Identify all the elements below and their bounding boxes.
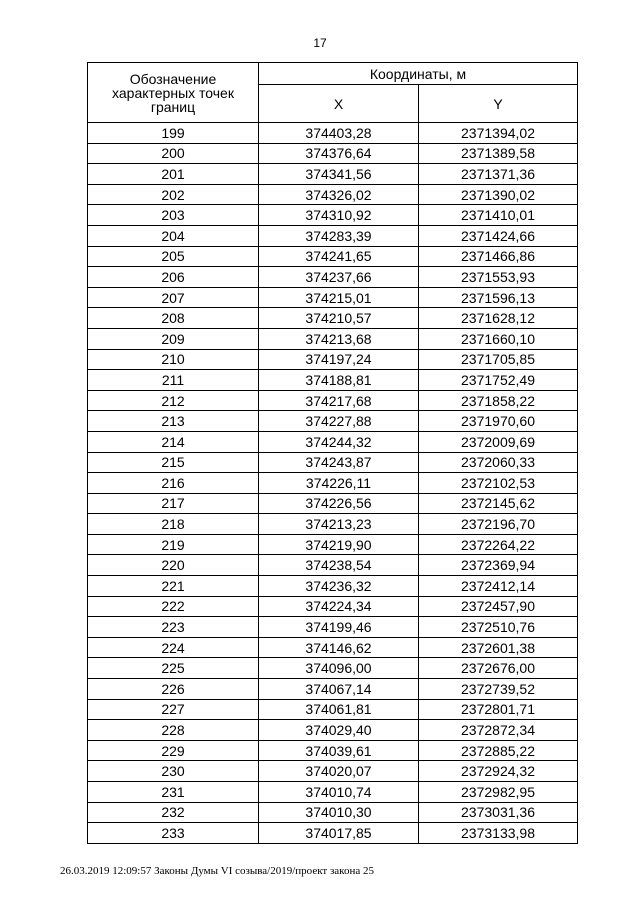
x-cell: 374238,54 [259,555,419,576]
point-cell: 205 [88,246,259,267]
header-x: X [259,85,419,123]
x-cell: 374061,81 [259,699,419,720]
table-row [88,349,578,370]
x-cell: 374010,30 [259,802,419,823]
point-cell: 202 [88,184,259,205]
y-cell: 2373133,98 [419,823,578,844]
page-number: 17 [313,36,327,50]
x-cell: 374326,02 [259,184,419,205]
table-row [88,596,578,617]
x-cell: 374210,57 [259,308,419,329]
point-cell: 214 [88,431,259,452]
table-row [88,514,578,535]
table-row [88,287,578,308]
point-cell: 203 [88,205,259,226]
x-cell: 374188,81 [259,370,419,391]
y-cell: 2372872,34 [419,720,578,741]
x-cell: 374213,68 [259,328,419,349]
point-cell: 230 [88,761,259,782]
table-row [88,802,578,823]
x-cell: 374215,01 [259,287,419,308]
point-cell: 206 [88,267,259,288]
y-cell: 2372739,52 [419,679,578,700]
point-cell: 213 [88,411,259,432]
table-row [88,205,578,226]
y-cell: 2372369,94 [419,555,578,576]
x-cell: 374029,40 [259,720,419,741]
table-row [88,679,578,700]
y-cell: 2372457,90 [419,596,578,617]
x-cell: 374243,87 [259,452,419,473]
y-cell: 2372196,70 [419,514,578,535]
y-cell: 2371628,12 [419,308,578,329]
y-cell: 2371424,66 [419,225,578,246]
x-cell: 374376,64 [259,143,419,164]
table-row [88,823,578,844]
point-cell: 222 [88,596,259,617]
table-row [88,740,578,761]
y-cell: 2372102,53 [419,473,578,494]
table-row [88,123,578,144]
y-cell: 2372510,76 [419,617,578,638]
y-cell: 2372885,22 [419,740,578,761]
header-coordinates: Координаты, м [259,63,578,85]
x-cell: 374217,68 [259,390,419,411]
x-cell: 374227,88 [259,411,419,432]
point-cell: 217 [88,493,259,514]
x-cell: 374096,00 [259,658,419,679]
point-cell: 200 [88,143,259,164]
table-row [88,431,578,452]
point-cell: 224 [88,637,259,658]
y-cell: 2371410,01 [419,205,578,226]
x-cell: 374226,11 [259,473,419,494]
table-row [88,225,578,246]
y-cell: 2371970,60 [419,411,578,432]
point-cell: 215 [88,452,259,473]
x-cell: 374017,85 [259,823,419,844]
point-cell: 212 [88,390,259,411]
table-row [88,699,578,720]
table-row [88,782,578,803]
table-row [88,328,578,349]
table-row [88,308,578,329]
table-row [88,143,578,164]
header-points: Обозначение характерных точек границ [88,63,259,123]
y-cell: 2372924,32 [419,761,578,782]
x-cell: 374146,62 [259,637,419,658]
x-cell: 374213,23 [259,514,419,535]
point-cell: 229 [88,740,259,761]
point-cell: 208 [88,308,259,329]
point-cell: 199 [88,123,259,144]
table-row [88,720,578,741]
x-cell: 374403,28 [259,123,419,144]
x-cell: 374236,32 [259,576,419,597]
point-cell: 232 [88,802,259,823]
point-cell: 207 [88,287,259,308]
x-cell: 374226,56 [259,493,419,514]
table-row [88,658,578,679]
point-cell: 225 [88,658,259,679]
y-cell: 2371390,02 [419,184,578,205]
point-cell: 210 [88,349,259,370]
table-row [88,164,578,185]
x-cell: 374020,07 [259,761,419,782]
y-cell: 2371596,13 [419,287,578,308]
point-cell: 223 [88,617,259,638]
x-cell: 374283,39 [259,225,419,246]
point-cell: 231 [88,782,259,803]
table-row [88,246,578,267]
point-cell: 226 [88,679,259,700]
table-row [88,370,578,391]
point-cell: 219 [88,534,259,555]
point-cell: 218 [88,514,259,535]
table-row [88,534,578,555]
table-row [88,452,578,473]
point-cell: 209 [88,328,259,349]
x-cell: 374039,61 [259,740,419,761]
y-cell: 2371705,85 [419,349,578,370]
y-cell: 2372676,00 [419,658,578,679]
x-cell: 374237,66 [259,267,419,288]
x-cell: 374219,90 [259,534,419,555]
y-cell: 2372145,62 [419,493,578,514]
y-cell: 2372009,69 [419,431,578,452]
y-cell: 2372982,95 [419,782,578,803]
table-row [88,576,578,597]
header-y: Y [419,85,578,123]
table-row [88,617,578,638]
document-footer: 26.03.2019 12:09:57 Законы Думы VI созыва/2019/проект закона 25 [60,865,374,877]
y-cell: 2373031,36 [419,802,578,823]
point-cell: 220 [88,555,259,576]
point-cell: 216 [88,473,259,494]
point-cell: 201 [88,164,259,185]
table-row [88,493,578,514]
y-cell: 2371553,93 [419,267,578,288]
coordinates-table [87,62,578,844]
point-cell: 211 [88,370,259,391]
x-cell: 374197,24 [259,349,419,370]
table-row [88,473,578,494]
table-row [88,411,578,432]
table-row [88,761,578,782]
y-cell: 2371466,86 [419,246,578,267]
point-cell: 228 [88,720,259,741]
x-cell: 374224,34 [259,596,419,617]
y-cell: 2371389,58 [419,143,578,164]
y-cell: 2371858,22 [419,390,578,411]
y-cell: 2372601,38 [419,637,578,658]
y-cell: 2371752,49 [419,370,578,391]
y-cell: 2371371,36 [419,164,578,185]
x-cell: 374010,74 [259,782,419,803]
x-cell: 374341,56 [259,164,419,185]
y-cell: 2371660,10 [419,328,578,349]
x-cell: 374199,46 [259,617,419,638]
y-cell: 2372264,22 [419,534,578,555]
point-cell: 204 [88,225,259,246]
point-cell: 221 [88,576,259,597]
x-cell: 374067,14 [259,679,419,700]
y-cell: 2372060,33 [419,452,578,473]
x-cell: 374244,32 [259,431,419,452]
table-row [88,555,578,576]
y-cell: 2371394,02 [419,123,578,144]
table-row [88,390,578,411]
point-cell: 227 [88,699,259,720]
y-cell: 2372412,14 [419,576,578,597]
table-row [88,184,578,205]
point-cell: 233 [88,823,259,844]
table-row [88,637,578,658]
x-cell: 374310,92 [259,205,419,226]
x-cell: 374241,65 [259,246,419,267]
y-cell: 2372801,71 [419,699,578,720]
table-row [88,267,578,288]
